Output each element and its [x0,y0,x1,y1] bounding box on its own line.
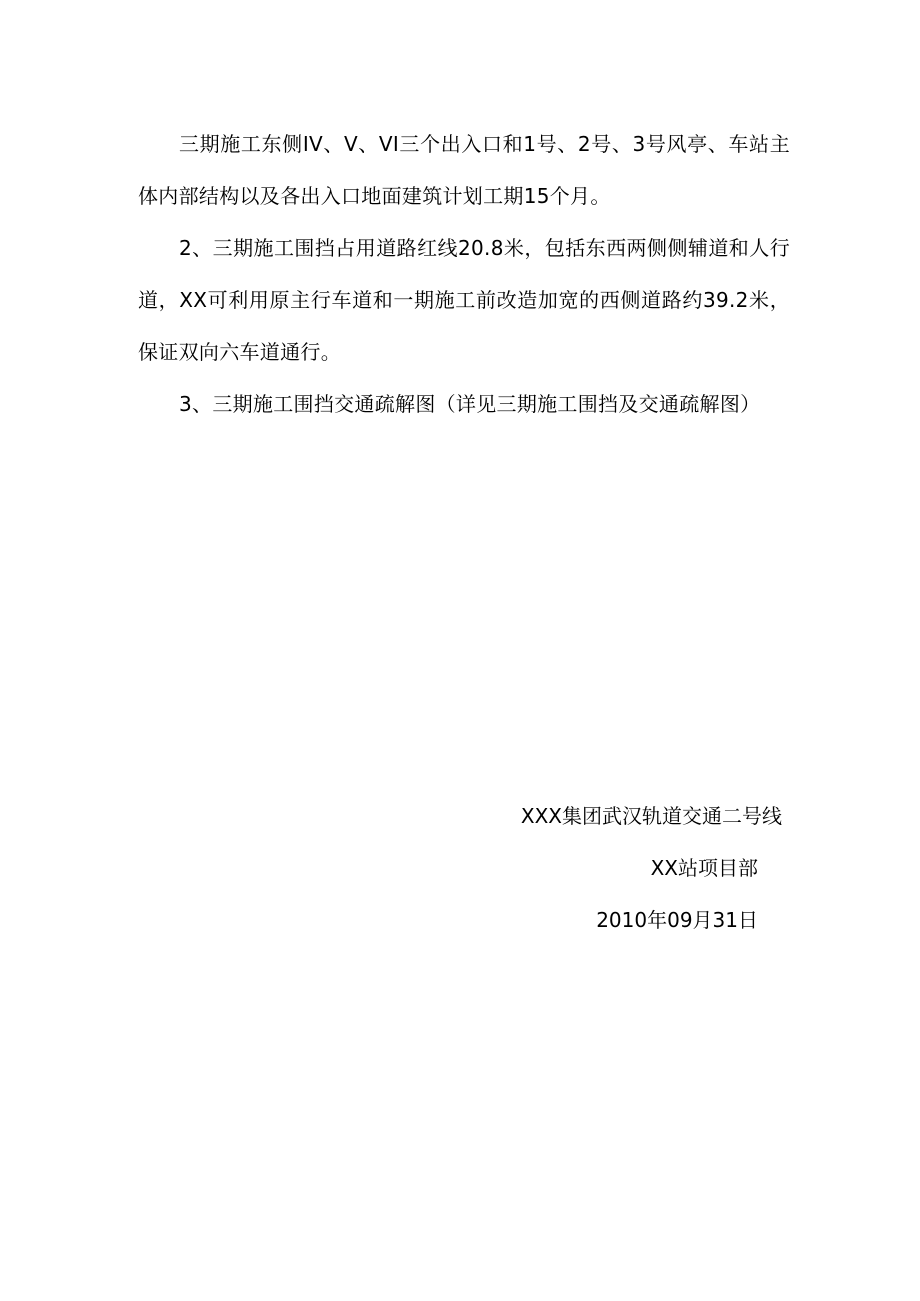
document-body [138,118,790,430]
paragraph-phase3-road-occupation: 2、三期施工围挡占用道路红线20.8米，包括东西两侧侧辅道和人行道，XX可利用原主行车道和一期施工前改造加宽的西侧道路约39.2米，保证双向六车道通行。 [138,236,790,364]
paragraph-phase3-traffic-diagram: 3、三期施工围挡交通疏解图（详见三期施工围挡及交通疏解图） [179,392,761,416]
signature-date: 2010年09月31日 [596,908,758,932]
signature-organization: XXX集团武汉轨道交通二号线 [520,804,782,828]
paragraph-phase3-east-schedule: 三期施工东侧IV、V、VI三个出入口和1号、2号、3号风亭、车站主体内部结构以及各出入口地面建筑计划工期15个月。 [138,132,790,208]
signature-department: XX站项目部 [650,856,758,880]
